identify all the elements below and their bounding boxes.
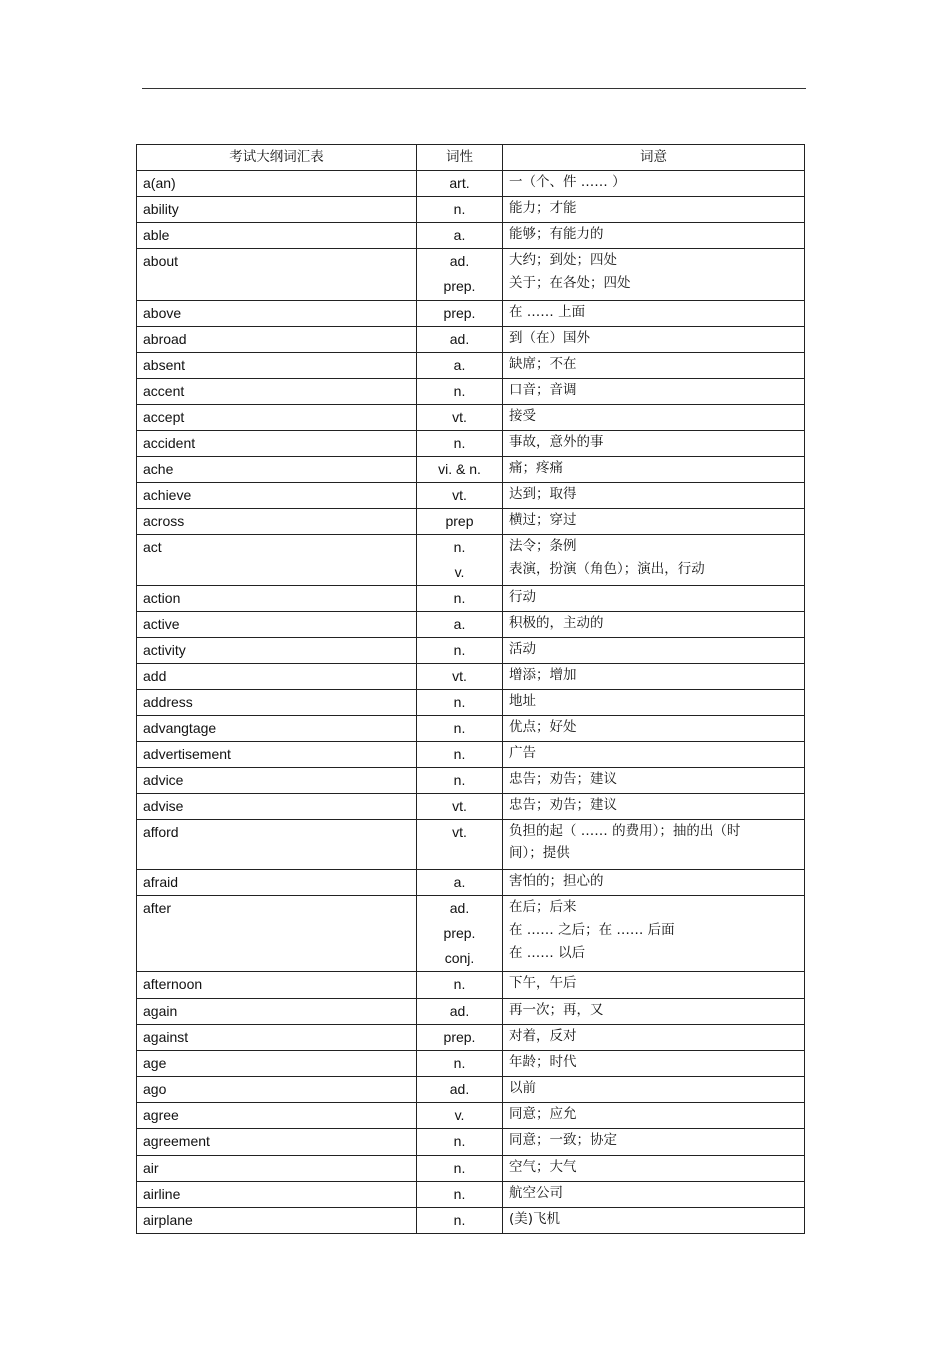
meaning-text: 痛；疼痛 [509,460,563,476]
meaning-text: 广告 [509,745,536,761]
meaning-text: 增添；增加 [509,667,577,683]
pos-label: prep. [443,1029,476,1045]
meaning-text: 同意；一致；协定 [509,1132,617,1148]
meaning-cell [503,586,805,612]
meaning-text: 优点；好处 [509,719,577,735]
column-header-pos: 词性 [417,145,503,171]
table-row [137,690,805,716]
word-cell: agreement [137,1129,417,1156]
table-row [137,716,805,742]
pos-label: n. [453,1055,466,1071]
meaning-cell [503,1129,805,1156]
pos-cell [417,431,503,457]
meaning-text: 积极的，主动的 [509,615,604,631]
pos-cell [417,1025,503,1051]
pos-label: n. [453,1186,466,1202]
meaning-cell [503,171,805,197]
table-row [137,612,805,638]
pos-label: vt. [452,409,467,425]
meaning-cell [503,353,805,379]
meaning-text: 在 …… 上面 [509,304,586,320]
meaning-text: 在后；后来 [509,899,577,915]
pos-cell [417,896,503,972]
meaning-text: (美)飞机 [509,1211,561,1227]
pos-label: prep. [443,278,476,294]
table-row [137,1182,805,1208]
pos-label: a. [453,227,466,243]
pos-cell [417,1208,503,1234]
word-cell: accident [137,431,417,457]
table-row [137,483,805,509]
meaning-text: 负担的起（ …… 的费用）；抽的出（时 [509,823,741,839]
meaning-text: 地址 [509,693,536,709]
table-row [137,768,805,794]
meaning-cell [503,612,805,638]
column-header-meaning: 词意 [503,145,805,171]
meaning-text: 再一次；再，又 [509,1002,604,1018]
pos-cell [417,197,503,223]
meaning-cell [503,1182,805,1208]
pos-label: ad. [449,1081,470,1097]
table-row [137,457,805,483]
meaning-cell [503,1208,805,1234]
table-row [137,896,805,972]
header-rule [142,88,806,89]
pos-label: n. [453,1212,466,1228]
table-row [137,870,805,896]
pos-label: vt. [452,668,467,684]
table-row [137,353,805,379]
meaning-cell [503,535,805,586]
pos-cell [417,301,503,327]
pos-label: v. [454,1107,465,1123]
meaning-cell [503,197,805,223]
pos-cell [417,379,503,405]
meaning-cell [503,690,805,716]
pos-cell [417,690,503,716]
meaning-cell [503,870,805,896]
word-cell: achieve [137,483,417,509]
meaning-cell [503,249,805,301]
pos-cell [417,1077,503,1103]
meaning-text: 能够；有能力的 [509,226,604,242]
pos-cell [417,405,503,431]
meaning-text: 大约；到处；四处 [509,252,617,268]
meaning-text: 害怕的；担心的 [509,873,604,889]
pos-cell [417,972,503,999]
table-row [137,223,805,249]
meaning-cell [503,1051,805,1077]
pos-cell [417,664,503,690]
word-cell: action [137,586,417,612]
word-cell: after [137,896,417,972]
word-cell: afford [137,820,417,870]
table-row [137,820,805,870]
pos-label: vt. [452,487,467,503]
pos-cell [417,1051,503,1077]
meaning-text: 关于；在各处；四处 [509,275,631,291]
word-cell: act [137,535,417,586]
word-cell: absent [137,353,417,379]
column-header-word: 考试大纲词汇表 [137,145,417,171]
pos-cell [417,223,503,249]
meaning-cell [503,999,805,1025]
pos-cell [417,794,503,820]
meaning-text: 达到；取得 [509,486,577,502]
meaning-text: 忠告；劝告；建议 [509,771,617,787]
word-cell: add [137,664,417,690]
word-cell: advise [137,794,417,820]
table-row [137,1103,805,1129]
meaning-text: 在 …… 以后 [509,945,586,961]
pos-label: ad. [449,253,470,269]
word-cell: abroad [137,327,417,353]
word-cell: address [137,690,417,716]
table-row [137,1025,805,1051]
pos-cell [417,1156,503,1182]
pos-label: a. [453,357,466,373]
meaning-cell [503,457,805,483]
pos-label: vt. [452,824,467,840]
pos-cell [417,249,503,301]
pos-cell [417,457,503,483]
pos-label: n. [453,383,466,399]
table-row [137,1051,805,1077]
pos-cell [417,353,503,379]
word-cell: age [137,1051,417,1077]
word-cell: advertisement [137,742,417,768]
meaning-cell [503,794,805,820]
meaning-cell [503,972,805,999]
word-cell: about [137,249,417,301]
pos-label: n. [453,1133,466,1149]
meaning-cell [503,483,805,509]
pos-cell [417,1182,503,1208]
table-row [137,586,805,612]
meaning-text: 忠告；劝告；建议 [509,797,617,813]
pos-cell [417,820,503,870]
table-row [137,1208,805,1234]
table-row [137,972,805,999]
table-row [137,1077,805,1103]
word-cell: a(an) [137,171,417,197]
table-row [137,1156,805,1182]
pos-label: art. [449,175,470,191]
pos-cell [417,999,503,1025]
table-row [137,638,805,664]
word-cell: agree [137,1103,417,1129]
meaning-text: 对着，反对 [509,1028,577,1044]
pos-cell [417,171,503,197]
pos-label: n. [453,720,466,736]
pos-label: n. [453,590,466,606]
meaning-text: 能力；才能 [509,200,577,216]
table-row [137,535,805,586]
table-row [137,431,805,457]
meaning-text: 横过；穿过 [509,512,577,528]
pos-label: n. [453,201,466,217]
meaning-cell [503,327,805,353]
table-row [137,999,805,1025]
meaning-text: 年龄；时代 [509,1054,577,1070]
meaning-text: 下午，午后 [509,975,577,991]
pos-label: n. [453,435,466,451]
pos-label: conj. [444,950,475,966]
table-row [137,509,805,535]
pos-label: n. [453,694,466,710]
table-row [137,171,805,197]
meaning-text: 在 …… 之后；在 …… 后面 [509,922,675,938]
meaning-cell [503,509,805,535]
meaning-cell [503,1077,805,1103]
pos-label: n. [453,976,466,992]
pos-label: n. [453,1160,466,1176]
pos-label: ad. [449,1003,470,1019]
word-cell: afternoon [137,972,417,999]
word-cell: able [137,223,417,249]
table-row [137,301,805,327]
word-cell: activity [137,638,417,664]
pos-cell [417,638,503,664]
table-row [137,327,805,353]
pos-label: prep. [443,925,476,941]
pos-label: prep [445,513,474,529]
pos-cell [417,327,503,353]
meaning-cell [503,223,805,249]
meaning-cell [503,1103,805,1129]
pos-cell [417,1103,503,1129]
word-cell: above [137,301,417,327]
pos-label: n. [453,772,466,788]
meaning-text: 间）；提供 [509,845,570,861]
meaning-text: 缺席；不在 [509,356,577,372]
table-body [137,171,805,1234]
meaning-cell [503,1025,805,1051]
pos-cell [417,870,503,896]
meaning-text: 表演，扮演（角色）；演出，行动 [509,561,705,577]
word-cell: against [137,1025,417,1051]
pos-cell [417,612,503,638]
word-cell: ability [137,197,417,223]
meaning-cell [503,896,805,972]
meaning-text: 一（个、件 …… ） [509,174,626,190]
meaning-text: 口音；音调 [509,382,577,398]
meaning-cell [503,301,805,327]
meaning-text: 行动 [509,589,536,605]
meaning-text: 事故，意外的事 [509,434,604,450]
meaning-text: 接受 [509,408,536,424]
pos-label: a. [453,616,466,632]
word-cell: airline [137,1182,417,1208]
pos-cell [417,509,503,535]
meaning-cell [503,431,805,457]
pos-cell [417,742,503,768]
pos-cell [417,586,503,612]
pos-label: vi. & n. [438,461,481,477]
meaning-cell [503,405,805,431]
table-row [137,1129,805,1156]
word-cell: ache [137,457,417,483]
table-row [137,249,805,301]
pos-label: n. [453,746,466,762]
word-cell: advice [137,768,417,794]
table-row [137,197,805,223]
meaning-text: 同意；应允 [509,1106,577,1122]
word-cell: accept [137,405,417,431]
meaning-text: 以前 [509,1080,536,1096]
pos-label: v. [454,564,465,580]
meaning-cell [503,664,805,690]
meaning-text: 到（在）国外 [509,330,590,346]
pos-label: vt. [452,798,467,814]
pos-label: ad. [449,900,470,916]
table-row [137,664,805,690]
pos-label: n. [453,642,466,658]
table-row [137,379,805,405]
pos-cell [417,716,503,742]
pos-label: a. [453,874,466,890]
meaning-cell [503,768,805,794]
word-cell: active [137,612,417,638]
meaning-cell [503,716,805,742]
meaning-text: 空气；大气 [509,1159,577,1175]
word-cell: air [137,1156,417,1182]
table-row [137,742,805,768]
meaning-cell [503,379,805,405]
meaning-text: 活动 [509,641,536,657]
pos-cell [417,768,503,794]
meaning-cell [503,1156,805,1182]
pos-cell [417,535,503,586]
pos-cell [417,483,503,509]
word-cell: advangtage [137,716,417,742]
word-cell: again [137,999,417,1025]
table-row [137,794,805,820]
table-header-row [137,145,805,171]
meaning-text: 航空公司 [509,1185,563,1201]
meaning-text: 法令；条例 [509,538,577,554]
word-cell: across [137,509,417,535]
meaning-cell [503,742,805,768]
vocabulary-table [136,144,805,1234]
meaning-cell [503,820,805,870]
pos-label: n. [453,539,466,555]
word-cell: ago [137,1077,417,1103]
word-cell: accent [137,379,417,405]
word-cell: afraid [137,870,417,896]
pos-cell [417,1129,503,1156]
word-cell: airplane [137,1208,417,1234]
meaning-cell [503,638,805,664]
pos-label: prep. [443,305,476,321]
table-row [137,405,805,431]
pos-label: ad. [449,331,470,347]
